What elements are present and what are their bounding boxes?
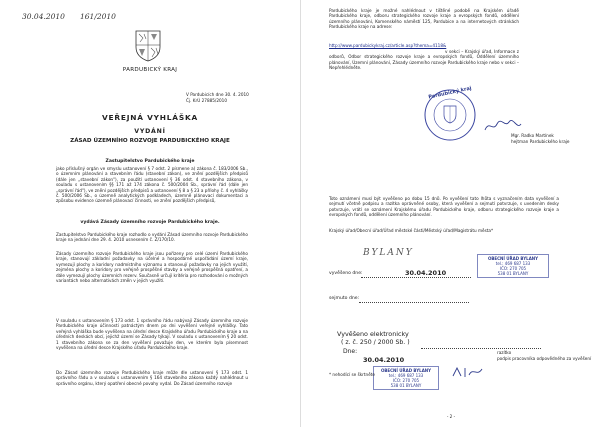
office-stamp-top-line-2: tel.: 469 687 133 bbox=[495, 261, 531, 266]
stamp-line bbox=[421, 348, 541, 349]
signature-icon bbox=[483, 118, 523, 134]
town-name: BYLANY bbox=[363, 248, 414, 258]
stamp-label: razítko bbox=[497, 350, 512, 355]
signatory-name: Mgr. Radko Martínek bbox=[511, 133, 554, 138]
notice-subject: ZÁSAD ÚZEMNÍHO ROZVOJE PARDUBICKÉHO KRAJE bbox=[70, 138, 230, 144]
office-line: Krajský úřad/Obecní úřad/Úřad městské části/Městský úřad/Magistrátu města* bbox=[329, 228, 494, 233]
reference-number: Čj. KrÚ 27885/2010 bbox=[186, 98, 228, 103]
info-link[interactable]: http://www.pardubickykraj.cz/article.asp?thema=4118& bbox=[329, 43, 447, 48]
coat-of-arms-icon bbox=[135, 30, 161, 62]
electronic-day-label: Dne: bbox=[343, 348, 358, 355]
council-heading: Zastupitelstvo Pardubického kraje bbox=[105, 159, 195, 164]
posting-request: Toto oznámení musí být vyvěšeno po dobu 15 dnů. Po vyvěšení tato lhůta s vyznačením data vyvěšení a sejmutí včetně podpisu a razítka oprávněné osoby, která vyvěšení a sejmutí potvrzuje, s uvedením desky potvrzuje, vrátí se oznámení Krajskému úřadu Pardubického kraje, odboru strategického rozvoje kraje a evropských fondů, oddělení územního plánování. bbox=[329, 196, 559, 218]
posted-date: 30.04.2010 bbox=[405, 269, 447, 277]
handwritten-reference: 161/2010 bbox=[80, 12, 116, 21]
notice-subtitle: VYDÁNÍ bbox=[134, 128, 166, 135]
electronic-law: ( z. č. 250 / 2000 Sb. ) bbox=[341, 339, 410, 346]
office-stamp-top-line-1: OBECNÍ ÚŘAD BYLANY bbox=[487, 256, 539, 261]
zur-paragraph: Zásady územního rozvoje Pardubického kraje jsou pořízeny pro celé území Pardubického kraje, stanovují základní požadavky na účelné a hospodárné uspořádání území kraje, vymezují plochy a koridory nadmístního významu a stanovují požadavky na jejich využití, zejména plochy a koridory pro veřejně prospěšné stavby a veřejně prospěšná opatření, a dále vymezují plochy územních rezerv. Současně určují kritéria pro rozhodování o možných variantách nebo alternativách změn v jejich využití. bbox=[56, 251, 248, 284]
review-paragraph: Do Zásad územního rozvoje Pardubického kraje může dle ustanovení § 173 odst. 1 správního řádu a v souladu s ustanovením § 164 stavebního zákona každý nahlédnout u správního orgánu, který opatření obecné povahy vydal. Do Zásad územního rozvoje bbox=[56, 370, 248, 386]
electronic-posting: Vyvěšeno elektronicky bbox=[337, 330, 409, 338]
intro-paragraph: jako příslušný orgán ve smyslu ustanovení § 7 odst. 2 písmene a) zákona č. 183/2006 Sb., o územním plánování a stavebním řádu (stavební zákon), ve znění pozdějších předpisů (dále jen „stavební zákon"), za použití ustanovení § 36 odst. 4 stavebního zákona, v souladu s ustanovením §§ 171 až 174 zákona č. 500/2004 Sb., správní řád (dále jen „správní řád"), ve znění pozdějších předpisů a ustanovení § 8 a § 23 a přílohy č. 4 vyhlášky č. 500/2006 Sb., o územně analytických podkladech, územně plánovací dokumentaci a způsobu evidence územně plánovací činnosti, ve znění pozdějších předpisů, bbox=[56, 166, 248, 204]
footnote: * nehodící se škrtněte bbox=[329, 372, 375, 377]
posted-line bbox=[361, 277, 471, 278]
round-stamp bbox=[423, 85, 477, 142]
continuation-paragraph: Pardubického kraje je možné nahlédnout v tištěné podobě na Krajském úřadě Pardubického kraje, odboru strategického rozvoje kraje a evropských fondů, oddělení územního plánování, Komenského náměstí 125, Pardubice a na internetových stránkách Pardubického kraje na adrese: bbox=[329, 8, 519, 30]
decision-paragraph: Zastupitelstvo Pardubického kraje rozhodlo o vydání Zásad územního rozvoje Pardubického kraje na jednání dne 29. 4. 2010 usnesením č. Z/170/10. bbox=[56, 232, 248, 243]
official-signature-icon bbox=[451, 365, 485, 379]
issues-statement: vydává Zásady územního rozvoje Pardubického kraje. bbox=[80, 220, 220, 225]
office-stamp-bottom bbox=[373, 366, 439, 390]
office-stamp-top-line-4: 538 01 BYLANY bbox=[497, 271, 529, 276]
removed-label: sejmuto dne: bbox=[329, 296, 360, 301]
handwritten-date: 30.04.2010 bbox=[22, 12, 65, 21]
page-number: - 2 - bbox=[446, 414, 456, 419]
office-stamp-bottom-line-4: 538 01 BYLANY bbox=[390, 383, 422, 388]
authority-name: PARDUBICKÝ KRAJ bbox=[122, 67, 178, 73]
right-page bbox=[300, 0, 600, 427]
signatory-title: hejtman Pardubického kraje bbox=[511, 139, 570, 144]
posted-label: vyvěšeno dne: bbox=[329, 271, 363, 276]
round-stamp-text: Pardubický kraj bbox=[427, 85, 473, 101]
continuation-paragraph-2: v sekci – Krajský úřad, Informace z odborů, Odbor strategického rozvoje kraje a evropských fondů, Oddělení územního plánování, Územní plánování, Zásady územního rozvoje Pardubického kraje nebo v sekci – Nepřehlédněte. bbox=[329, 49, 519, 71]
office-stamp-bottom-line-1: OBECNÍ ÚŘAD BYLANY bbox=[380, 368, 432, 373]
office-stamp-top-line-3: IČO: 270 705 bbox=[499, 266, 527, 271]
place-date: V Pardubicích dne 30. 4. 2010 bbox=[186, 92, 249, 97]
removed-line bbox=[359, 302, 469, 303]
office-stamp-top bbox=[477, 254, 549, 278]
electronic-date: 30.04.2010 bbox=[363, 356, 405, 364]
office-stamp-bottom-line-2: tel.: 469 687 133 bbox=[388, 373, 424, 378]
office-stamp-bottom-line-3: IČO: 270 705 bbox=[392, 378, 420, 383]
notice-title: VEŘEJNÁ VYHLÁŠKA bbox=[102, 113, 198, 122]
signature-label: podpis pracovníka odpovědného za vyvěšení bbox=[497, 356, 592, 361]
validity-paragraph: V souladu s ustanovením § 173 odst. 1 správního řádu nabývají Zásady územního rozvoje Pardubického kraje účinnosti patnáctým dnem po dni vyvěšení veřejné vyhlášky. Tato veřejná vyhláška bude vyvěšena na úřední desce Krajského úřadu Pardubického kraje a na úředních deskách obcí, jejichž území se Zásady týkají. V souladu s ustanovením § 20 odst. 1 stavebního zákona se za den vyvěšení považuje den, ve kterém byla písemnost vyvěšena na úřední desce Krajského úřadu Pardubického kraje. bbox=[56, 318, 248, 351]
